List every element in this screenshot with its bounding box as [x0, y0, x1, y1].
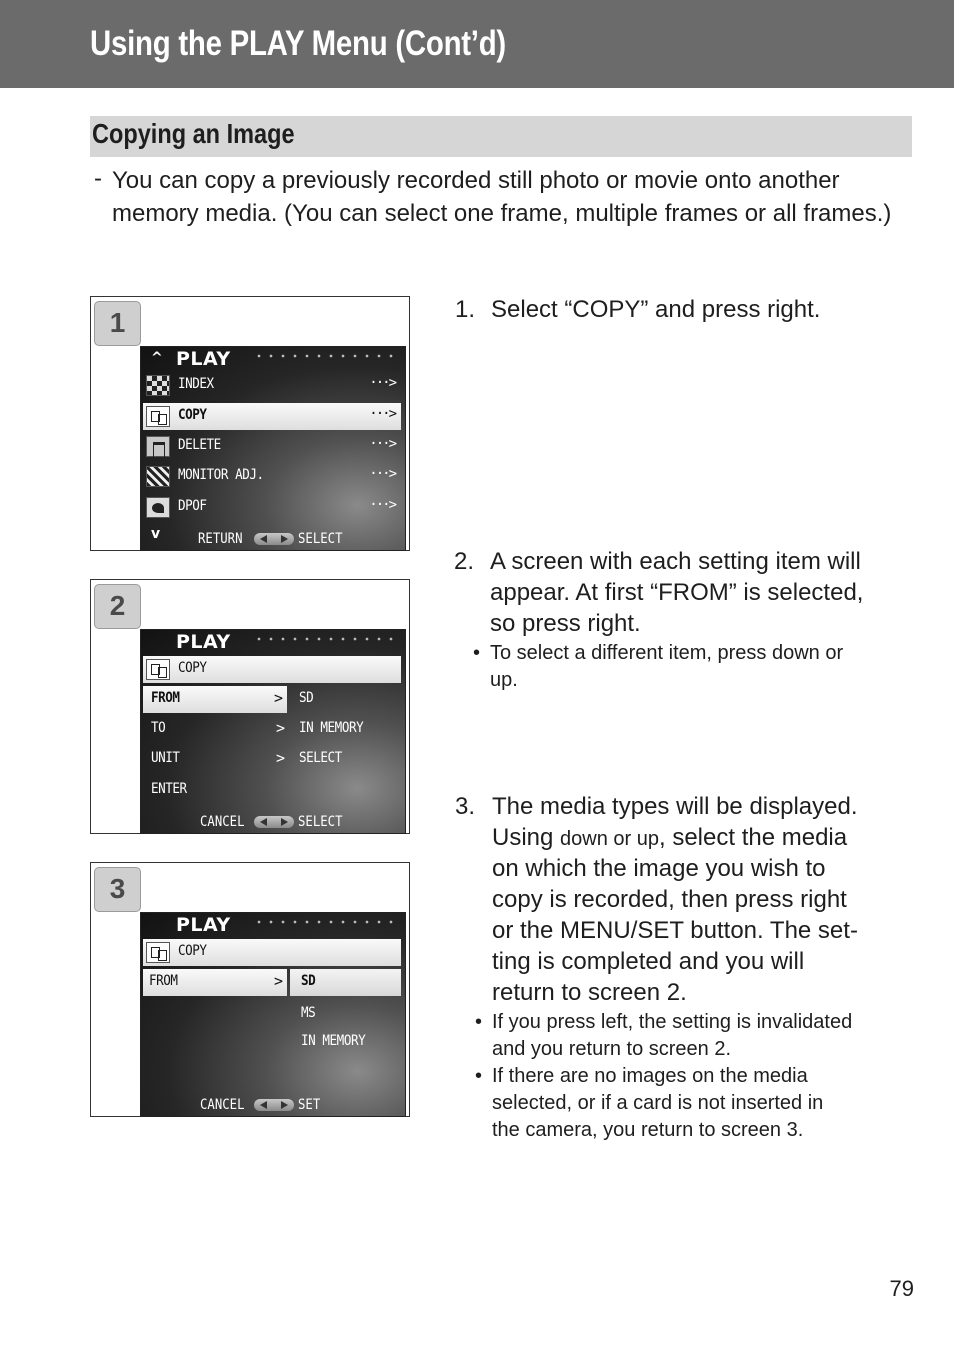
menu-item-copy[interactable]	[143, 403, 401, 430]
step-1-number: 1.	[455, 296, 476, 323]
bullet-point: •	[475, 1011, 483, 1033]
scroll-down-icon: v	[151, 526, 161, 542]
screen-menu-title: PLAY	[176, 914, 231, 936]
screen-footer	[141, 1094, 405, 1116]
setting-label: ENTER	[151, 781, 187, 797]
bullet-point: •	[473, 642, 481, 664]
step-2-figure	[90, 579, 410, 834]
setting-value-to: IN MEMORY	[299, 720, 364, 736]
more-arrow-icon: ···>	[369, 497, 395, 513]
screen-header	[141, 630, 405, 657]
camera-screen-3	[140, 912, 406, 1117]
step-2-note-line-2: up.	[490, 669, 518, 691]
footer-set-label: SET	[298, 1097, 321, 1113]
dpof-icon	[146, 497, 170, 518]
menu-item-label: DELETE	[178, 437, 221, 453]
menu-item-label: INDEX	[178, 376, 214, 392]
step-3-number: 3.	[455, 793, 476, 820]
step-2-number: 2.	[454, 548, 475, 575]
more-arrow-icon: ···>	[369, 406, 395, 422]
setting-label: FROM	[149, 973, 178, 989]
step-3-line-3: on which the image you wish to	[492, 855, 826, 882]
footer-return-label: RETURN	[198, 531, 243, 547]
setting-value-unit: SELECT	[299, 750, 342, 766]
dotted-divider	[253, 637, 397, 641]
step-3-line-5: or the MENU/SET button. The set-	[492, 917, 858, 944]
step-3-note-1-line-2: and you return to screen 2.	[492, 1038, 732, 1060]
chevron-right-icon: >	[274, 972, 284, 990]
step-3-line-7: return to screen 2.	[492, 979, 687, 1006]
step-3-line-2-a: Using	[492, 824, 561, 851]
footer-cancel-label: CANCEL	[200, 1097, 245, 1113]
screen-footer	[141, 528, 405, 550]
left-right-pad-icon	[254, 533, 294, 545]
step-3-badge: 3	[94, 867, 141, 912]
scroll-up-icon: ^	[151, 350, 163, 366]
footer-select-label: SELECT	[298, 814, 343, 830]
setting-row-from[interactable]	[143, 686, 287, 713]
left-right-pad-icon	[254, 1099, 294, 1111]
dotted-divider	[253, 920, 397, 924]
setting-label: FROM	[151, 690, 180, 706]
step-3-line-2-b: down or up	[560, 828, 659, 850]
step-3-figure	[90, 862, 410, 1117]
setting-row-to[interactable]	[143, 716, 401, 743]
screen-menu-title: PLAY	[176, 348, 231, 370]
chevron-right-icon: >	[274, 689, 284, 707]
dotted-divider	[253, 354, 397, 358]
screen-header	[141, 347, 405, 374]
media-option-ms[interactable]: MS	[301, 1005, 316, 1021]
copy-title-label: COPY	[178, 943, 207, 959]
camera-screen-2	[140, 629, 406, 834]
menu-item-dpof[interactable]	[143, 494, 401, 521]
setting-row-enter[interactable]	[143, 777, 401, 804]
more-arrow-icon: ···>	[369, 436, 395, 452]
menu-item-label: COPY	[178, 407, 207, 423]
menu-item-delete[interactable]	[143, 433, 401, 460]
monitor-icon	[146, 466, 170, 487]
copy-title-row	[143, 939, 401, 966]
footer-cancel-label: CANCEL	[200, 814, 245, 830]
intro-text: You can copy a previously recorded still photo or movie onto another memory media. (You can select one frame, multiple frames or all frames.)	[112, 167, 892, 227]
copy-icon	[146, 659, 170, 680]
camera-screen-1	[140, 346, 406, 551]
setting-row-from[interactable]	[143, 969, 287, 996]
copy-title-row	[143, 656, 401, 683]
step-2-line-1: A screen with each setting item will	[490, 548, 861, 575]
setting-row-unit[interactable]	[143, 746, 401, 773]
step-3-note-2-line-3: the camera, you return to screen 3.	[492, 1119, 804, 1141]
page-number: 79	[889, 1276, 914, 1301]
step-1-text: Select “COPY” and press right.	[491, 296, 821, 323]
step-2-badge: 2	[94, 584, 141, 629]
step-3-line-6: ting is completed and you will	[492, 948, 805, 975]
step-2-line-3: so press right.	[490, 610, 641, 637]
menu-item-monitor-adj[interactable]	[143, 463, 401, 490]
setting-label: TO	[151, 720, 166, 736]
left-right-pad-icon	[254, 816, 294, 828]
bullet-point: •	[475, 1065, 483, 1087]
media-option-label: SD	[301, 973, 316, 989]
copy-icon	[146, 406, 170, 427]
menu-item-index[interactable]	[143, 372, 401, 399]
menu-item-label: MONITOR ADJ.	[178, 467, 264, 483]
step-3-line-4: copy is recorded, then press right	[492, 886, 847, 913]
page-title: Using the PLAY Menu (Cont’d)	[90, 24, 506, 63]
step-3-note-1-line-1: If you press left, the setting is invalidated	[492, 1011, 853, 1033]
media-option-sd[interactable]	[290, 969, 401, 996]
step-2-line-2: appear. At first “FROM” is selected,	[490, 579, 864, 606]
step-1-figure	[90, 296, 410, 551]
step-2-note-line-1: To select a different item, press down or	[490, 642, 844, 664]
section-title: Copying an Image	[92, 118, 295, 149]
more-arrow-icon: ···>	[369, 466, 395, 482]
screen-footer	[141, 811, 405, 833]
step-3-note-2-line-2: selected, or if a card is not inserted in	[492, 1092, 824, 1114]
setting-value-from: SD	[299, 690, 314, 706]
index-icon	[146, 375, 170, 396]
media-option-in-memory[interactable]: IN MEMORY	[301, 1033, 366, 1049]
screen-menu-title: PLAY	[176, 631, 231, 653]
delete-icon	[146, 436, 170, 457]
copy-icon	[146, 942, 170, 963]
chevron-right-icon: >	[276, 719, 286, 737]
step-3-line-1: The media types will be displayed.	[492, 793, 858, 820]
chevron-right-icon: >	[276, 749, 286, 767]
copy-title-label: COPY	[178, 660, 207, 676]
menu-item-label: DPOF	[178, 498, 207, 514]
footer-select-label: SELECT	[298, 531, 343, 547]
intro-dash: -	[94, 165, 102, 192]
setting-label: UNIT	[151, 750, 180, 766]
step-3-line-2-c: , select the media	[659, 824, 848, 851]
step-1-badge: 1	[94, 301, 141, 346]
screen-header	[141, 913, 405, 940]
step-3-note-2-line-1: If there are no images on the media	[492, 1065, 808, 1087]
more-arrow-icon: ···>	[369, 375, 395, 391]
step-3-line-2	[492, 822, 847, 855]
